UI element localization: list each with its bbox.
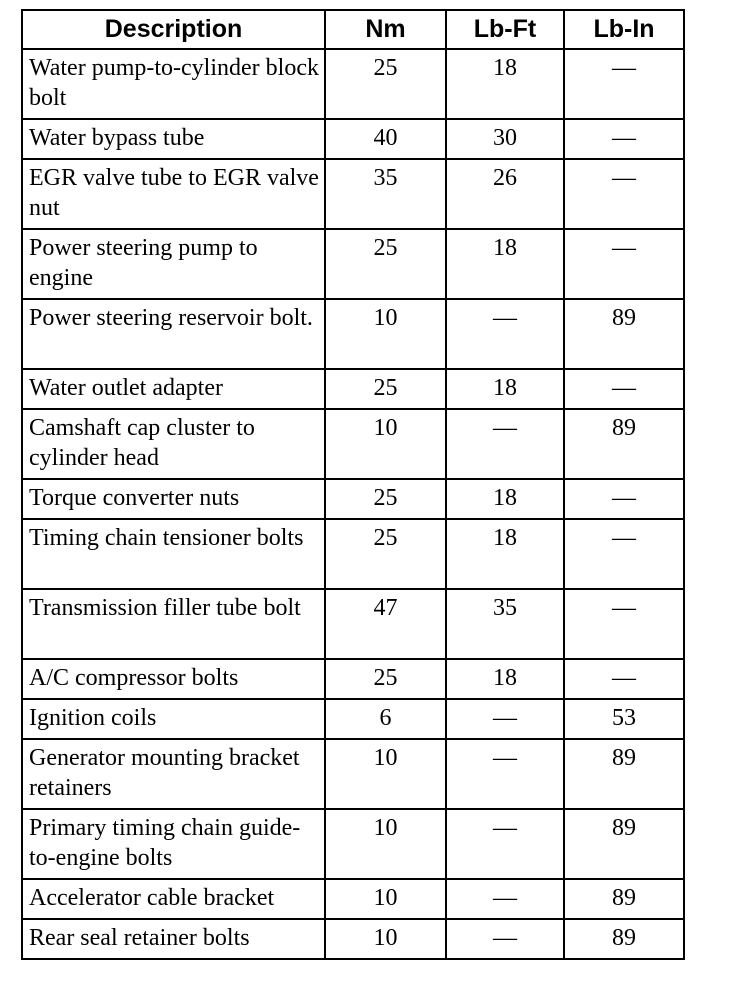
lb-ft-cell: 35 xyxy=(446,589,564,659)
nm-cell: 25 xyxy=(325,479,446,519)
nm-cell: 6 xyxy=(325,699,446,739)
nm-cell: 25 xyxy=(325,49,446,119)
table-row xyxy=(22,699,684,739)
lb-ft-cell: — xyxy=(446,879,564,919)
lb-ft-cell: — xyxy=(446,299,564,369)
nm-cell: 10 xyxy=(325,919,446,959)
table-row xyxy=(22,479,684,519)
lb-ft-cell: — xyxy=(446,699,564,739)
lb-ft-cell: — xyxy=(446,809,564,879)
torque-spec-sheet xyxy=(21,9,685,960)
description-cell: Camshaft cap cluster to cylinder head xyxy=(22,409,325,479)
nm-cell: 47 xyxy=(325,589,446,659)
nm-cell: 10 xyxy=(325,299,446,369)
description-cell: A/C compressor bolts xyxy=(22,659,325,699)
table-row xyxy=(22,159,684,229)
table-header-row xyxy=(22,10,684,49)
torque-spec-table xyxy=(21,9,685,960)
nm-cell: 35 xyxy=(325,159,446,229)
description-cell: Transmission filler tube bolt xyxy=(22,589,325,659)
lb-in-cell: 89 xyxy=(564,919,684,959)
nm-cell: 25 xyxy=(325,229,446,299)
lb-ft-cell: 18 xyxy=(446,229,564,299)
description-cell: Timing chain tensioner bolts xyxy=(22,519,325,589)
lb-ft-cell: — xyxy=(446,919,564,959)
table-row xyxy=(22,809,684,879)
lb-ft-cell: 18 xyxy=(446,479,564,519)
table-row xyxy=(22,659,684,699)
description-cell: Water bypass tube xyxy=(22,119,325,159)
lb-ft-cell: 18 xyxy=(446,659,564,699)
nm-cell: 10 xyxy=(325,739,446,809)
lb-ft-cell: 18 xyxy=(446,519,564,589)
lb-ft-cell: — xyxy=(446,739,564,809)
lb-ft-cell: 26 xyxy=(446,159,564,229)
column-header-lb-in: Lb-In xyxy=(564,10,684,49)
lb-in-cell: — xyxy=(564,119,684,159)
description-cell: Ignition coils xyxy=(22,699,325,739)
description-cell: Torque converter nuts xyxy=(22,479,325,519)
column-header-lb-ft: Lb-Ft xyxy=(446,10,564,49)
table-row xyxy=(22,49,684,119)
table-row xyxy=(22,919,684,959)
nm-cell: 10 xyxy=(325,879,446,919)
lb-in-cell: 89 xyxy=(564,809,684,879)
description-cell: Accelerator cable bracket xyxy=(22,879,325,919)
lb-in-cell: — xyxy=(564,519,684,589)
lb-in-cell: — xyxy=(564,589,684,659)
lb-in-cell: — xyxy=(564,369,684,409)
lb-in-cell: 53 xyxy=(564,699,684,739)
lb-in-cell: — xyxy=(564,159,684,229)
description-cell: Rear seal retainer bolts xyxy=(22,919,325,959)
lb-in-cell: 89 xyxy=(564,409,684,479)
table-row xyxy=(22,119,684,159)
nm-cell: 40 xyxy=(325,119,446,159)
table-row xyxy=(22,229,684,299)
lb-ft-cell: 18 xyxy=(446,369,564,409)
description-cell: Water pump-to-cylinder block bolt xyxy=(22,49,325,119)
lb-in-cell: — xyxy=(564,49,684,119)
column-header-description: Description xyxy=(22,10,325,49)
description-cell: Primary timing chain guide-to-engine bolts xyxy=(22,809,325,879)
nm-cell: 10 xyxy=(325,409,446,479)
description-cell: Water outlet adapter xyxy=(22,369,325,409)
lb-in-cell: 89 xyxy=(564,739,684,809)
nm-cell: 25 xyxy=(325,519,446,589)
description-cell: Generator mounting bracket retainers xyxy=(22,739,325,809)
table-row xyxy=(22,409,684,479)
lb-in-cell: 89 xyxy=(564,299,684,369)
lb-in-cell: 89 xyxy=(564,879,684,919)
lb-in-cell: — xyxy=(564,659,684,699)
table-row xyxy=(22,589,684,659)
description-cell: EGR valve tube to EGR valve nut xyxy=(22,159,325,229)
lb-in-cell: — xyxy=(564,229,684,299)
nm-cell: 25 xyxy=(325,659,446,699)
description-cell: Power steering pump to engine xyxy=(22,229,325,299)
table-row xyxy=(22,299,684,369)
table-row xyxy=(22,879,684,919)
lb-in-cell: — xyxy=(564,479,684,519)
lb-ft-cell: 30 xyxy=(446,119,564,159)
lb-ft-cell: 18 xyxy=(446,49,564,119)
description-cell: Power steering reservoir bolt. xyxy=(22,299,325,369)
lb-ft-cell: — xyxy=(446,409,564,479)
table-row xyxy=(22,739,684,809)
table-row xyxy=(22,519,684,589)
table-row xyxy=(22,369,684,409)
nm-cell: 25 xyxy=(325,369,446,409)
nm-cell: 10 xyxy=(325,809,446,879)
column-header-nm: Nm xyxy=(325,10,446,49)
